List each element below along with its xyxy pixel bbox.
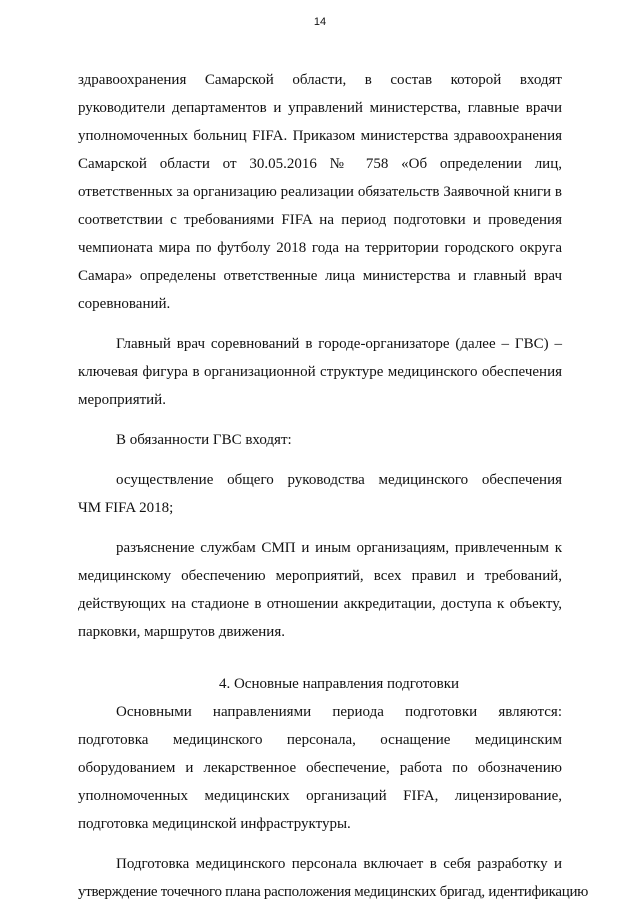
text-line: В обязанности ГВС входят: [116,432,292,448]
section-heading: 4. Основные направления подготовки [218,676,460,692]
text-line: ЧМ FIFA 2018; [78,500,174,516]
text-line: Самарской области от 30.05.2016 № 758 «Об определении лиц, [78,156,562,172]
text-line: действующих на стадионе в отношении аккредитации, доступа к объекту, [78,596,562,612]
text-line: подготовка медицинской инфраструктуры. [78,816,351,832]
text-line: оборудованием и лекарственное обеспечение, работа по обозначению [78,760,562,776]
paragraph-5 [78,534,562,646]
text-line: ответственных за организацию реализации обязательств Заявочной книги в [78,184,562,200]
text-line: осуществление общего руководства медицинского обеспечения [116,472,562,488]
text-line: мероприятий. [78,392,166,408]
text-line: парковки, маршрутов движения. [78,624,285,640]
text-line: Подготовка медицинского персонала включает в себя разработку и [116,856,562,872]
text-line: медицинскому обеспечению мероприятий, всех правил и требований, [78,568,562,584]
text-line: утверждение точечного плана расположения медицинских бригад, идентификацию [78,884,589,900]
paragraph-2 [78,330,562,414]
text-line: Самара» определены ответственные лица министерства и главный врач [78,268,562,284]
text-line: соревнований. [78,296,171,312]
text-line: соответствии с требованиями FIFA на период подготовки и проведения [78,212,562,228]
section-paragraph-2 [78,850,589,906]
text-line: подготовка медицинского персонала, оснащение медицинским [78,732,562,748]
paragraph-4 [78,466,562,522]
page-number: 14 [313,16,327,28]
text-line: ключевая фигура в организационной структуре медицинского обеспечения [78,364,562,380]
section-paragraph-1 [78,698,562,838]
text-line: здравоохранения Самарской области, в состав которой входят [78,72,562,88]
text-line: чемпионата мира по футболу 2018 года на территории городского округа [78,240,562,256]
text-line: уполномоченных больниц FIFA. Приказом министерства здравоохранения [78,128,562,144]
paragraph-3 [78,426,562,454]
document-body [78,66,589,906]
text-line: руководители департаментов и управлений министерства, главные врачи [78,100,562,116]
text-line: Основными направлениями периода подготовки являются: [116,704,562,720]
text-line: Главный врач соревнований в городе-организаторе (далее – ГВС) – [116,336,562,352]
text-line: разъяснение службам СМП и иным организациям, привлеченным к [116,540,562,556]
text-line: уполномоченных медицинских организаций FIFA, лицензирование, [78,788,562,804]
paragraph-1 [78,66,562,318]
